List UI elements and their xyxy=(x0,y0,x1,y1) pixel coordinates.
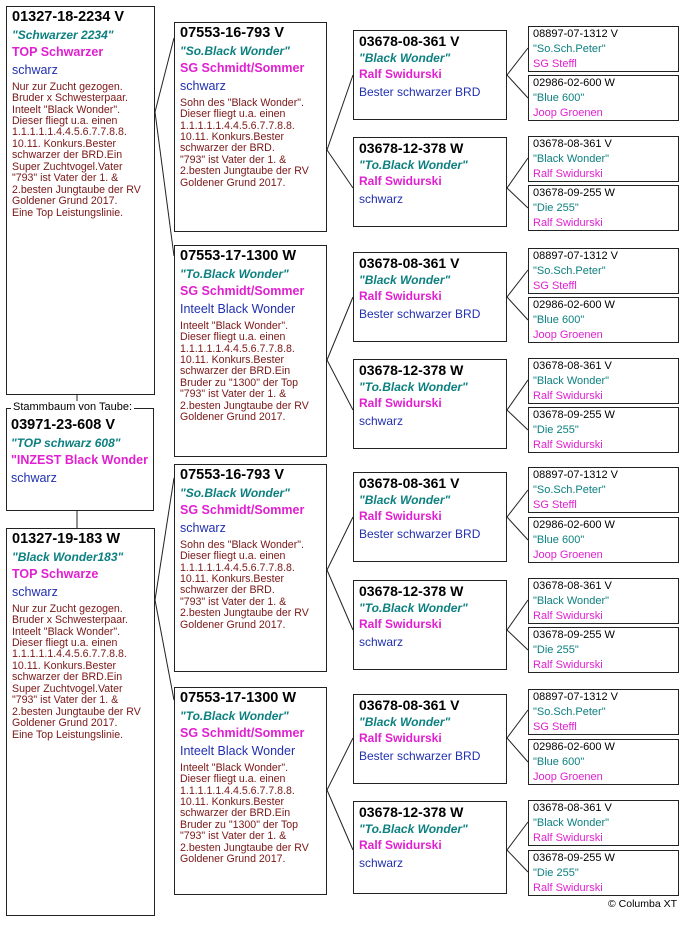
pigeon-name: "Die 255" xyxy=(533,866,579,879)
color: schwarz xyxy=(12,585,58,600)
gen5-card[interactable] xyxy=(528,578,679,624)
breeder: SG Steffl xyxy=(533,498,577,511)
ring-number: 07553-17-1300 W xyxy=(180,248,297,264)
pigeon-name: "So.Sch.Peter" xyxy=(533,42,606,55)
ring-number: 03678-08-361 V xyxy=(533,360,612,372)
pigeon-name: "Die 255" xyxy=(533,643,579,656)
pigeon-name: "To.Black Wonder" xyxy=(359,380,468,395)
breeder: Ralf Swidurski xyxy=(359,617,442,632)
gen5-card[interactable] xyxy=(528,407,679,453)
ring-number: 03678-12-378 W xyxy=(359,804,464,820)
breeder: SG Steffl xyxy=(533,57,577,70)
gen5-card[interactable] xyxy=(528,517,679,563)
pigeon-name: "To.Black Wonder" xyxy=(359,822,468,837)
ring-number: 01327-19-183 W xyxy=(12,531,121,547)
grandparent-card[interactable] xyxy=(174,22,327,232)
pigeon-name: "To.Black Wonder" xyxy=(180,708,289,723)
pigeon-name: "Blue 600" xyxy=(533,755,585,768)
breeder: Ralf Swidurski xyxy=(359,174,442,189)
pigeon-name: "Black Wonder" xyxy=(359,51,451,66)
ring-number: 08897-07-1312 V xyxy=(533,469,619,481)
color: Bester schwarzer BRD xyxy=(359,84,481,99)
pigeon-name: "So.Black Wonder" xyxy=(180,485,290,500)
breeder: Ralf Swidurski xyxy=(533,167,603,180)
breeder: SG Schmidt/Sommer xyxy=(180,284,305,299)
great-grandparent-card[interactable] xyxy=(353,472,507,562)
color: schwarz xyxy=(359,634,404,649)
pigeon-name: "So.Sch.Peter" xyxy=(533,705,606,718)
breeder: Ralf Swidurski xyxy=(359,67,442,82)
breeder: Ralf Swidurski xyxy=(533,658,603,671)
ring-number: 03678-09-255 W xyxy=(533,629,615,641)
ring-number: 07553-16-793 V xyxy=(180,467,284,483)
ring-number: 07553-17-1300 W xyxy=(180,690,297,706)
pigeon-name: "So.Sch.Peter" xyxy=(533,264,606,277)
breeder: Ralf Swidurski xyxy=(533,216,603,229)
breeder: Joop Groenen xyxy=(533,770,603,783)
gen5-card[interactable] xyxy=(528,850,679,896)
gen5-card[interactable] xyxy=(528,185,679,231)
ring-number: 01327-18-2234 V xyxy=(12,9,125,25)
pigeon-name: "Black Wonder" xyxy=(533,816,610,829)
grandparent-card[interactable] xyxy=(174,245,327,457)
ring-number: 07553-16-793 V xyxy=(180,25,284,41)
pigeon-name: "Black Wonder" xyxy=(359,715,451,730)
ring-number: 02986-02-600 W xyxy=(533,741,615,753)
ring-number: 03678-09-255 W xyxy=(533,409,615,421)
breeder: "INZEST Black Wonder xyxy=(11,453,148,468)
ring-number: 08897-07-1312 V xyxy=(533,28,619,40)
breeder: Ralf Swidurski xyxy=(533,609,603,622)
breeder: Ralf Swidurski xyxy=(359,509,442,524)
pigeon-name: "Blue 600" xyxy=(533,313,585,326)
color: Bester schwarzer BRD xyxy=(359,526,481,541)
father-card[interactable] xyxy=(6,6,155,395)
notes: Inteelt "Black Wonder". Dieser fliegt u.a. einen 1.1.1.1.1.4.4.5.6.7.7.8.8. 10.11. Konkurs.Bester schwarzer der BRD.Ein Bruder zu "1300" der Top "793" ist Vater der 1. & 2.besten Jungtaube der RV Goldener Grund 2017. xyxy=(180,319,309,424)
color: Bester schwarzer BRD xyxy=(359,748,481,763)
ring-number: 08897-07-1312 V xyxy=(533,691,619,703)
ring-number: 08897-07-1312 V xyxy=(533,250,619,262)
notes: Nur zur Zucht gezogen. Bruder x Schwesterpaar. Inteelt "Black Wonder". Dieser fliegt u.a. einen 1.1.1.1.1.4.4.5.6.7.7.8.8. 10.11. Konkurs.Bester schwarzer der BRD.Ein Super Zuchtvogel.Vater "793" ist Vater der 1. & 2.besten Jungtaube der RV Goldener Grund 2017. Eine Top Leistungslinie. xyxy=(12,80,141,219)
breeder: Ralf Swidurski xyxy=(533,438,603,451)
gen5-card[interactable] xyxy=(528,800,679,846)
breeder: Ralf Swidurski xyxy=(359,731,442,746)
breeder: Ralf Swidurski xyxy=(359,289,442,304)
breeder: Ralf Swidurski xyxy=(359,838,442,853)
subject-legend: Stammbaum von Taube: xyxy=(13,401,133,413)
ring-number: 03678-09-255 W xyxy=(533,187,615,199)
color: schwarz xyxy=(359,413,404,428)
breeder: SG Steffl xyxy=(533,720,577,733)
gen5-card[interactable] xyxy=(528,248,679,294)
breeder: Joop Groenen xyxy=(533,548,603,561)
breeder: Joop Groenen xyxy=(533,328,603,341)
great-grandparent-card[interactable] xyxy=(353,801,507,894)
gen5-card[interactable] xyxy=(528,297,679,343)
pigeon-name: "Black Wonder183" xyxy=(12,549,124,564)
pigeon-name: "So.Black Wonder" xyxy=(180,43,290,58)
color: Bester schwarzer BRD xyxy=(359,306,481,321)
great-grandparent-card[interactable] xyxy=(353,30,507,120)
pigeon-name: "Die 255" xyxy=(533,201,579,214)
ring-number: 03678-08-361 V xyxy=(359,255,460,271)
color: schwarz xyxy=(359,855,404,870)
ring-number: 02986-02-600 W xyxy=(533,519,615,531)
pigeon-name: "To.Black Wonder" xyxy=(180,266,289,281)
great-grandparent-card[interactable] xyxy=(353,359,507,449)
ring-number: 03678-08-361 V xyxy=(359,33,460,49)
ring-number: 02986-02-600 W xyxy=(533,77,615,89)
ring-number: 03678-08-361 V xyxy=(359,697,460,713)
pigeon-name: "To.Black Wonder" xyxy=(359,158,468,173)
pigeon-name: "Black Wonder" xyxy=(533,152,610,165)
pigeon-name: "TOP schwarz 608" xyxy=(11,435,121,450)
gen5-card[interactable] xyxy=(528,358,679,404)
great-grandparent-card[interactable] xyxy=(353,137,507,227)
notes: Sohn des "Black Wonder". Dieser fliegt u.a. einen 1.1.1.1.1.4.4.5.6.7.7.8.8. 10.11. Konkurs.Bester schwarzer der BRD. "793" ist Vater der 1. & 2.besten Jungtaube der RV Goldener Grund 2017. xyxy=(180,96,309,189)
pigeon-name: "So.Sch.Peter" xyxy=(533,483,606,496)
grandparent-card[interactable] xyxy=(174,687,327,895)
breeder: Ralf Swidurski xyxy=(359,396,442,411)
ring-number: 03678-12-378 W xyxy=(359,583,464,599)
gen5-card[interactable] xyxy=(528,136,679,182)
breeder: TOP Schwarzer xyxy=(12,45,104,60)
pigeon-name: "Blue 600" xyxy=(533,533,585,546)
breeder: SG Schmidt/Sommer xyxy=(180,503,305,518)
ring-number: 03971-23-608 V xyxy=(11,417,115,433)
pigeon-name: "Black Wonder" xyxy=(359,273,451,288)
gen5-card[interactable] xyxy=(528,739,679,785)
pigeon-name: "Black Wonder" xyxy=(533,594,610,607)
pigeon-name: "Black Wonder" xyxy=(359,493,451,508)
ring-number: 03678-08-361 V xyxy=(359,475,460,491)
notes: Inteelt "Black Wonder". Dieser fliegt u.a. einen 1.1.1.1.1.4.4.5.6.7.7.8.8. 10.11. Konkurs.Bester schwarzer der BRD.Ein Bruder zu "1300" der Top "793" ist Vater der 1. & 2.besten Jungtaube der RV Goldener Grund 2017. xyxy=(180,761,309,866)
copyright-text: © Columba XT xyxy=(608,898,678,910)
gen5-card[interactable] xyxy=(528,627,679,673)
breeder: Joop Groenen xyxy=(533,106,603,119)
notes: Nur zur Zucht gezogen. Bruder x Schwesterpaar. Inteelt "Black Wonder". Dieser fliegt u.a. einen 1.1.1.1.1.4.4.5.6.7.7.8.8. 10.11. Konkurs.Bester schwarzer der BRD.Ein Super Zuchtvogel.Vater "793" ist Vater der 1. & 2.besten Jungtaube der RV Goldener Grund 2017. Eine Top Leistungslinie. xyxy=(12,602,141,741)
ring-number: 02986-02-600 W xyxy=(533,299,615,311)
color: schwarz xyxy=(180,521,226,536)
breeder: Ralf Swidurski xyxy=(533,881,603,894)
great-grandparent-card[interactable] xyxy=(353,252,507,342)
gen5-card[interactable] xyxy=(528,75,679,121)
great-grandparent-card[interactable] xyxy=(353,580,507,670)
ring-number: 03678-12-378 W xyxy=(359,140,464,156)
pigeon-name: "To.Black Wonder" xyxy=(359,601,468,616)
ring-number: 03678-12-378 W xyxy=(359,362,464,378)
breeder: SG Steffl xyxy=(533,279,577,292)
subject-card[interactable] xyxy=(6,401,154,511)
color: Inteelt Black Wonder xyxy=(180,302,296,317)
grandparent-card[interactable] xyxy=(174,464,327,672)
breeder: Ralf Swidurski xyxy=(533,831,603,844)
ring-number: 03678-09-255 W xyxy=(533,852,615,864)
color: schwarz xyxy=(11,471,57,486)
pigeon-name: "Die 255" xyxy=(533,423,579,436)
mother-card[interactable] xyxy=(6,528,155,916)
color: Inteelt Black Wonder xyxy=(180,744,296,759)
breeder: SG Schmidt/Sommer xyxy=(180,726,305,741)
breeder: SG Schmidt/Sommer xyxy=(180,61,305,76)
pigeon-name: "Schwarzer 2234" xyxy=(12,27,114,42)
pigeon-name: "Black Wonder" xyxy=(533,374,610,387)
breeder: Ralf Swidurski xyxy=(533,389,603,402)
color: schwarz xyxy=(180,79,226,94)
ring-number: 03678-08-361 V xyxy=(533,580,612,592)
ring-number: 03678-08-361 V xyxy=(533,802,612,814)
color: schwarz xyxy=(359,191,404,206)
color: schwarz xyxy=(12,63,58,78)
great-grandparent-card[interactable] xyxy=(353,694,507,784)
gen5-card[interactable] xyxy=(528,26,679,72)
ring-number: 03678-08-361 V xyxy=(533,138,612,150)
notes: Sohn des "Black Wonder". Dieser fliegt u.a. einen 1.1.1.1.1.4.4.5.6.7.7.8.8. 10.11. Konkurs.Bester schwarzer der BRD. "793" ist Vater der 1. & 2.besten Jungtaube der RV Goldener Grund 2017. xyxy=(180,538,309,631)
gen5-card[interactable] xyxy=(528,689,679,735)
breeder: TOP Schwarze xyxy=(12,567,99,582)
pigeon-name: "Blue 600" xyxy=(533,91,585,104)
gen5-card[interactable] xyxy=(528,467,679,513)
